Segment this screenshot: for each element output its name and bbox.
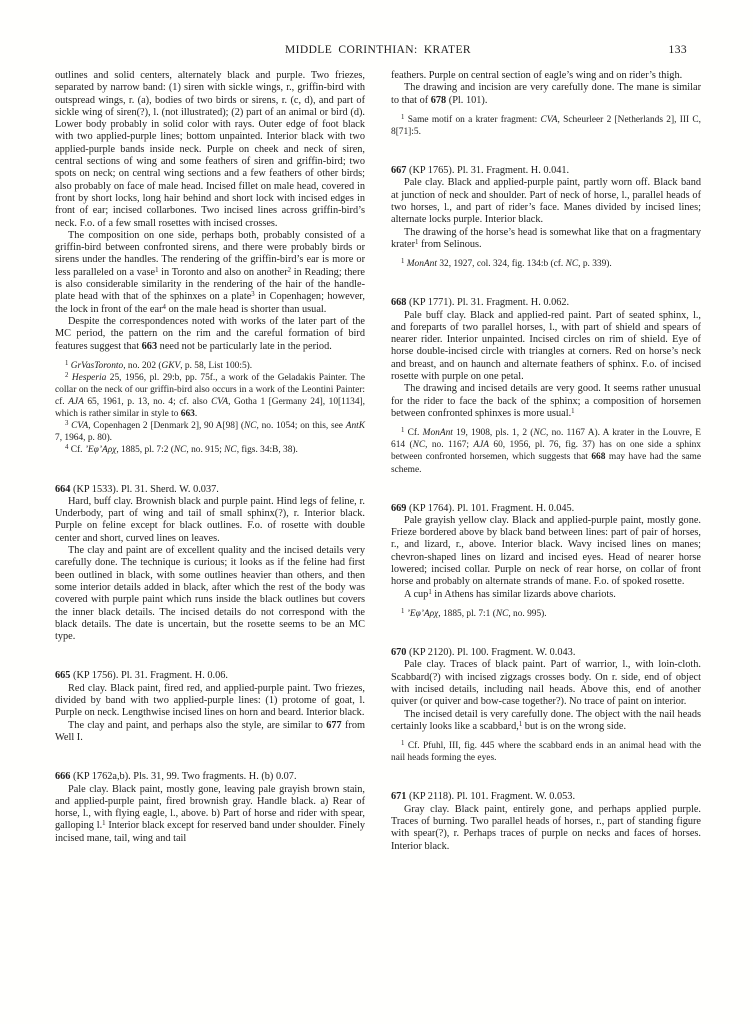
citation: GKV	[161, 360, 181, 371]
paragraph	[55, 545, 365, 643]
paragraph	[391, 177, 701, 226]
footnote-marker: 1	[401, 113, 405, 121]
running-head	[55, 44, 701, 66]
paragraph	[391, 310, 701, 384]
text-run: Pale clay. Traces of black paint. Part of warrior, l., with loin-cloth. Scabbard(?) with incised zigzags crosses body. On r. side, end of object with incised details, including nail heads. Above this, end of another quiver (or quiver and bow-case together?). No trace of paint on interior.	[391, 659, 701, 708]
text-columns	[55, 70, 701, 853]
text-run: The drawing and incision are very carefully done. The mane is similar to that of	[391, 82, 701, 106]
paragraph	[391, 709, 701, 734]
footnote	[55, 372, 365, 420]
text-run: , 1885, pl. 7:2 (	[116, 445, 174, 456]
text-run: in Copenhagen; however, the lock in front of the ear	[55, 291, 365, 315]
footnote-marker: 1	[102, 820, 106, 828]
citation: NC	[224, 445, 237, 456]
text-run: need not be particularly late in the period.	[157, 340, 332, 352]
footnote	[391, 114, 701, 138]
catalog-entry-heading	[391, 647, 701, 659]
footnote-marker: 1	[401, 740, 405, 748]
catalog-number: 663	[141, 340, 158, 352]
citation: CVA	[540, 114, 558, 125]
footnote	[55, 360, 365, 372]
text-run: but is on the wrong side.	[522, 720, 627, 732]
paragraph	[55, 230, 365, 316]
catalog-entry-heading	[55, 771, 365, 783]
citation: Hesperia	[71, 372, 107, 383]
text-run: , no. 1167 A). A krater in the Louvre, E 614 (	[391, 428, 702, 451]
text-run: 65, 1961, p. 13, no. 4; cf. also	[83, 397, 212, 408]
catalog-number: 663	[180, 409, 195, 420]
footnote-marker: 1	[401, 258, 405, 266]
text-run: 19, 1908, pls. 1, 2 (	[452, 428, 534, 439]
text-run: (KP 1756). Pl. 31. Fragment. H. 0.06.	[70, 670, 228, 682]
text-run: The incised detail is very carefully done. The object with the nail heads certainly looks like a scabbard,	[391, 708, 701, 732]
paragraph	[55, 683, 365, 720]
text-run: in Athens has similar lizards above chariots.	[431, 588, 616, 600]
paragraph	[55, 720, 365, 745]
citation: GrVasToronto	[70, 360, 124, 371]
paragraph	[55, 70, 365, 230]
text-run: 7, 1964, p. 80).	[55, 433, 113, 444]
catalog-number: 664	[55, 483, 71, 495]
text-run: (KP 1762a,b). Pls. 31, 99. Two fragments. H. (b) 0.07.	[70, 771, 297, 783]
text-run: , Gotha 1 [Germany 24], 10[1134], which is rather similar in style to	[55, 397, 365, 420]
text-run: from Selinous.	[418, 238, 482, 250]
text-run: in Reading; there is also considerable similarity in the rendering of the hair of the handle-plate head with that of the sphinxes on a plate	[55, 266, 365, 303]
paragraph	[55, 316, 365, 353]
text-run: Pale clay. Black and applied-purple paint, partly worn off. Black band at junction of neck and shoulder. Part of neck of horse, l., parallel heads of two horses, l., and part of rider’s face. Manes divided by incised lines; alternate locks purple. Interior black.	[391, 177, 701, 226]
text-run: .	[194, 409, 198, 420]
paragraph	[391, 515, 701, 589]
left-column	[55, 70, 365, 853]
text-run: Pale clay. Black paint, mostly gone, leaving pale grayish brown stain, and applied-purple paint, fired brownish gray. Handle black. a) Rear of horse, l., with flying eagle, l., above. b) Part of horse and rider with spear, galloping l.	[55, 783, 365, 832]
paragraph	[391, 82, 701, 107]
footnote-marker: 1	[65, 359, 69, 367]
footnote-marker: 3	[65, 420, 69, 428]
paragraph	[391, 589, 701, 601]
citation: NC	[412, 440, 426, 451]
text-run: may have had the same scheme.	[391, 452, 701, 475]
text-run: , figs. 34:B, 38).	[236, 445, 298, 456]
text-run: , Copenhagen 2 [Denmark 2], 90 A[98] (	[88, 421, 244, 432]
footnote	[391, 427, 701, 475]
citation: AntK	[345, 421, 366, 432]
text-run: Interior black except for reserved band under shoulder. Finely incised mane, tail, wing and tail	[55, 820, 365, 844]
catalog-number: 668	[391, 297, 407, 309]
citation: MonAnt	[422, 428, 453, 439]
paragraph	[391, 227, 701, 252]
catalog-number: 677	[326, 719, 342, 731]
text-run: , no. 1054; on this, see	[256, 421, 346, 432]
footnote-marker: 4	[65, 444, 69, 452]
text-run: , no. 1167;	[425, 440, 474, 451]
catalog-entry-heading	[391, 791, 701, 803]
text-run: from Well I.	[55, 719, 365, 743]
text-run: The clay and paint, and perhaps also the style, are similar to	[68, 719, 327, 731]
footnote-marker: 1	[401, 427, 405, 435]
catalog-number: 667	[391, 165, 407, 177]
footnote-marker: 1	[415, 238, 419, 246]
text-run: , no. 915;	[186, 445, 225, 456]
catalog-entry-heading	[391, 165, 701, 177]
catalog-number: 669	[391, 502, 407, 514]
paragraph	[391, 383, 701, 420]
text-run: feathers. Purple on central section of eagle’s wing and on rider’s thigh.	[391, 70, 683, 81]
text-run: (KP 2118). Pl. 101. Fragment. W. 0.053.	[406, 791, 576, 803]
text-run: in Toronto and also on another	[158, 266, 288, 278]
catalog-number: 670	[391, 647, 407, 659]
footnote-marker: 3	[251, 291, 255, 299]
text-run: Despite the correspondences noted with works of the later part of the MC period, the pattern on the rim and the careful formation of bird features suggest that	[55, 315, 365, 352]
page-number: 133	[668, 44, 687, 56]
text-run: , p. 58, List 100:5).	[180, 360, 253, 371]
text-run: , no. 995).	[508, 608, 547, 619]
text-run: 25, 1956, pl. 29:b, pp. 75f., a work of the Geladakis Painter. The collar on the neck of our griffin-bird also occurs in a work of the Leontini Painter: cf.	[55, 372, 366, 408]
catalog-number: 671	[391, 791, 407, 803]
citation: NC	[533, 428, 546, 439]
text-run: , 1885, pl. 7:1 (	[438, 608, 496, 619]
citation: ’Εφ’Αρχ	[84, 445, 117, 456]
footnote-marker: 2	[287, 266, 292, 274]
text-run: outlines and solid centers, alternately black and purple. Two friezes, separated by narrow band: (1) siren with sickle wings, r., griffin-bird with outspread wings, r. (a), bodies of two birds or sirens, r. (c, d), and part of sickle wing of siren(?), l. (not illustrated); (2) part of an animal or bird (d). Lower body probably in solid color with rays. Outer edge of foot black with two applied-purple lines; bottom unpainted. Interior black with two applied-purple bands inside neck. Purple on cheek and neck of siren, central sections of wing and some feathers of siren and griffin-bird; two spots on neck; on central wing sections and a few feathers of other birds; also probably on face of male head. Incised fillet on male head, covered in front by short locks, long hair behind and short lock with incised edges in front of ear; incised collarbones. Two incised lines across griffin-bird’s neck. F.o. of a few small rosettes with incised crosses.	[55, 70, 365, 229]
text-run: Cf.	[404, 428, 423, 439]
paragraph	[391, 70, 701, 82]
citation: MonAnt	[406, 259, 437, 270]
footnote-marker: 1	[401, 607, 405, 615]
text-run: Gray clay. Black paint, entirely gone, and perhaps applied purple. Traces of burning. Two parallel heads of horses, r., part of standing figure with spear(?), r. Perhaps traces of purple on necks and faces of horses. Interior black.	[391, 803, 701, 852]
citation: NC	[495, 608, 509, 619]
text-run: The composition on one side, perhaps both, probably consisted of a griffin-bird between confronted sirens, and there were probably birds or sirens under the handles. The rendering of the griffin-bird’s ear is more or less paralleled on a vase	[55, 229, 365, 278]
text-run: Cf.	[68, 445, 85, 456]
footnote-marker: 4	[162, 303, 166, 311]
catalog-number: 668	[591, 452, 606, 463]
paragraph	[391, 804, 701, 853]
paragraph	[55, 784, 365, 845]
paragraph	[391, 659, 701, 708]
text-run: (KP 1764). Pl. 101. Fragment. H. 0.045.	[406, 502, 575, 514]
footnote	[55, 420, 365, 444]
text-run: , no. 202 (	[123, 360, 162, 371]
text-run: The clay and paint are of excellent quality and the incised details very carefully done. The technique is curious; it looks as if the feline had first been outlined in black, with some outlines heavier than others, and then some interior details added in black, after which the rest of the body was covered with purple paint which runs inside the black outlines but covers the inner black details. The incised details do not correspond with the black details. The date is uncertain, but the rosette seems to be an MC type.	[55, 545, 365, 643]
citation: AJA	[473, 440, 490, 451]
citation: ’Εφ’Αρχ	[406, 608, 439, 619]
text-run: Cf. Pfuhl, III, fig. 445 where the scabbard ends in an animal head with the nail heads forming the eyes.	[391, 741, 701, 764]
footnote-marker: 2	[65, 371, 69, 379]
right-column	[391, 70, 701, 853]
text-run: (KP 1533). Pl. 31. Sherd. W. 0.037.	[70, 483, 219, 495]
text-run: on the male head is shorter than usual.	[165, 303, 327, 315]
footnote-marker: 1	[571, 407, 575, 415]
text-run: 60, 1956, pl. 76, fig. 37) has on one side a sphinx between confronted horsemen, which suggests that	[391, 440, 701, 463]
text-run: (KP 2120). Pl. 100. Fragment. W. 0.043.	[406, 647, 576, 659]
text-run: A cup	[404, 588, 429, 600]
text-run: , p. 339).	[578, 259, 612, 270]
catalog-number: 665	[55, 670, 71, 682]
text-run: Red clay. Black paint, fired red, and applied-purple paint. Two friezes, divided by band with two applied-purple lines: (1) protome of goat, l. Purple on neck. Lengthwise incised lines on horn and beard. Interior black.	[55, 682, 365, 719]
catalog-entry-heading	[55, 670, 365, 682]
citation: CVA	[71, 421, 89, 432]
text-run: (KP 1771). Pl. 31. Fragment. H. 0.062.	[406, 297, 570, 309]
paragraph	[55, 496, 365, 545]
catalog-number: 678	[430, 94, 447, 106]
text-run: The drawing of the horse’s head is somewhat like that on a fragmentary krater	[391, 226, 701, 250]
footnote	[391, 608, 701, 620]
citation: NC	[173, 445, 187, 456]
text-run: Pale buff clay. Black and applied-red paint. Part of seated sphinx, l., and foreparts of two parallel horses, l., with part of shield and spears of nearer rider. Interior unpainted. Incised circles on rim of shield. Eye of horse double-incised circle with triangles at corners. Red on horse’s neck and breast, and on haunch and alternate feathers of sphinx. F.o. of incised rosette with purple on one petal.	[391, 309, 701, 383]
running-title: MIDDLE CORINTHIAN: KRATER	[285, 44, 471, 56]
footnote-marker: 1	[155, 266, 159, 274]
footnote	[391, 258, 701, 270]
text-run: The drawing and incised details are very good. It seems rather unusual for the rider to face the back of the sphinx; a composition of horsemen between confronted sphinxes is more usual.	[391, 383, 701, 419]
footnote-marker: 1	[518, 720, 523, 728]
text-run: 32, 1927, col. 324, fig. 134:b (cf.	[436, 259, 566, 270]
citation: NC	[243, 421, 257, 432]
catalog-entry-heading	[391, 297, 701, 309]
footnote	[55, 444, 365, 456]
text-run: (KP 1765). Pl. 31. Fragment. H. 0.041.	[406, 165, 570, 177]
text-run: Hard, buff clay. Brownish black and purple paint. Hind legs of feline, r. Underbody, part of wing and tail of small sphinx(?), r. Interior black. Purple on feline except for black outlines. F.o. of rosette with double center and short, curved lines on leaves.	[55, 495, 365, 544]
catalog-number: 666	[55, 771, 71, 783]
footnote	[391, 740, 701, 764]
catalog-entry-heading	[391, 503, 701, 515]
catalog-entry-heading	[55, 484, 365, 496]
text-run: Same motif on a krater fragment:	[404, 114, 541, 125]
citation: AJA	[68, 397, 84, 408]
text-run: (Pl. 101).	[446, 94, 488, 106]
citation: CVA	[211, 397, 229, 408]
footnote-marker: 1	[428, 588, 432, 596]
text-run: , Scheurleer 2 [Netherlands 2], III C, 8[71]:5.	[391, 114, 701, 137]
text-run: Pale grayish yellow clay. Black and applied-purple paint, mostly gone. Frieze bordered above by black band between lines: part of pair of horses, r., and lizard, r., above. Interior black. Wavy incised lines on manes; chevron-shaped lines on lizard and incised eyes. Head of nearer horse lowered; incised collar. Purple on neck of rear horse, on collar of front horse and probably on alternate strands of mane. F.o. of spoked rosette.	[391, 514, 701, 588]
citation: NC	[565, 259, 579, 270]
